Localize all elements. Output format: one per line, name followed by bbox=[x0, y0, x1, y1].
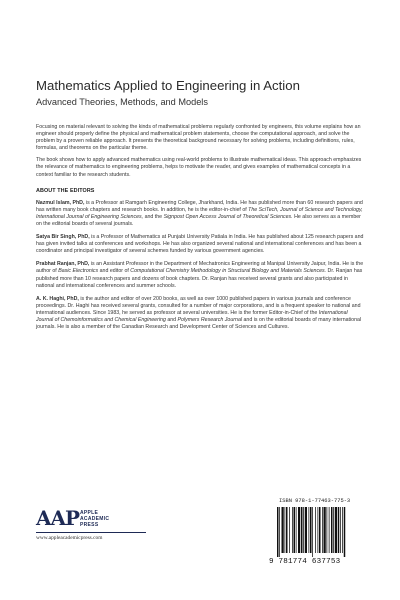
barcode-bar bbox=[333, 507, 334, 553]
bio-text: is a Professor at Ramgarh Engineering College, Jharkhand, India. He has published more than 60 research papers and has written many book chapters and research books. In addition, he is the editor-in-chief of bbox=[36, 199, 363, 213]
barcode-bar bbox=[327, 507, 328, 553]
barcode-bar bbox=[305, 507, 307, 553]
barcode-bar bbox=[303, 507, 304, 553]
barcode-bar bbox=[298, 507, 300, 553]
barcode-bar bbox=[289, 507, 290, 553]
editor-name: A. K. Haghi, PhD, bbox=[36, 295, 79, 302]
book-title: Mathematics Applied to Engineering in Action bbox=[36, 78, 300, 93]
bio-text: and is on the editorial boards of many international journals. He is also a member of the Canadian Research and Development Center of Sciences and Cultures. bbox=[36, 316, 362, 331]
bio-text: He also serves as a member on the editorial boards of several journals. bbox=[36, 213, 361, 227]
publisher-logo bbox=[36, 508, 166, 568]
barcode-bar bbox=[318, 507, 319, 553]
barcode-bar bbox=[309, 507, 310, 553]
cover-text bbox=[36, 78, 366, 331]
bio-italic: International Journal of Chemoinformatics and Chemical Engineering bbox=[36, 309, 348, 323]
barcode-bar bbox=[319, 507, 321, 553]
editor-bio bbox=[36, 200, 366, 228]
barcode-bar bbox=[338, 507, 340, 553]
barcode-bar bbox=[292, 507, 293, 553]
editors-heading: ABOUT THE EDITORS bbox=[36, 187, 95, 194]
isbn-text: ISBN 978-1-77463-775-3 bbox=[279, 498, 351, 504]
bio-text: and bbox=[165, 316, 178, 323]
bio-italic: Basic Electronics bbox=[58, 268, 99, 275]
barcode-bar bbox=[285, 507, 286, 553]
bio-italic: The SciTech, Journal of Science and Technology, International Journal of Engineering Sciences, bbox=[36, 206, 363, 220]
barcode-bar bbox=[340, 507, 341, 553]
bio-text: and the bbox=[143, 213, 164, 220]
bio-italic: Signpost Open Access Journal of Theoretical Sciences. bbox=[163, 213, 293, 220]
barcode-bar bbox=[277, 507, 279, 557]
barcode-bar bbox=[282, 507, 284, 553]
barcode-bars bbox=[277, 507, 369, 557]
barcode-bar bbox=[315, 507, 316, 553]
editor-name: Satya Bir Singh, PhD, bbox=[36, 234, 90, 241]
barcode-bar bbox=[286, 507, 288, 553]
barcode-bar bbox=[342, 507, 343, 553]
editor-name: Prabhat Ranjan, PhD, bbox=[36, 261, 90, 268]
logo-divider bbox=[36, 532, 146, 533]
barcode-bar bbox=[335, 507, 337, 553]
barcode-bar bbox=[322, 507, 323, 553]
publisher-website: www.appleacademicpress.com bbox=[36, 535, 103, 541]
editor-name: Nazmul Islam, PhD, bbox=[36, 199, 85, 206]
barcode-bar bbox=[331, 507, 333, 553]
bio-italic: Computational Chemistry Methodology in Structural Biology and Materials Sciences. bbox=[130, 268, 327, 275]
barcode-bar bbox=[329, 507, 330, 553]
barcode-digits: 9 781774 637753 bbox=[269, 558, 341, 566]
bio-text: is a Professor of Mathematics at Punjabi University Patiala in India. He has published about 125 research papers and has given invited talks at conferences and workshops. He has also organized several national and international conferences and has been a coordinator and principal investigator of several schemes funded by various government agencies. bbox=[36, 234, 364, 255]
barcode-bar bbox=[294, 507, 296, 553]
publisher-name-line: APPLE bbox=[80, 510, 99, 516]
editor-bio bbox=[36, 234, 366, 255]
barcode-bar bbox=[301, 507, 303, 553]
publisher-name bbox=[80, 510, 109, 528]
barcode-bar bbox=[344, 507, 346, 557]
barcode-bar bbox=[310, 507, 312, 553]
bio-text: is an Assistant Professor in the Department of Mechatronics Engineering at Manipal University Jaipur, India. He is the author of bbox=[36, 261, 364, 275]
barcode-bar bbox=[312, 507, 313, 557]
bio-text: Dr. Ranjan has published more than 10 research papers and dozens of book chapters. Dr. Ranjan has received several grants and also participated in national and international conferences and summer schools. bbox=[36, 268, 363, 289]
editor-bio bbox=[36, 261, 366, 289]
publisher-name-line: ACADEMIC bbox=[80, 516, 110, 522]
editor-bio bbox=[36, 296, 366, 331]
barcode-bar bbox=[279, 507, 280, 557]
barcode-bar bbox=[296, 507, 297, 553]
book-subtitle: Advanced Theories, Methods, and Models bbox=[36, 97, 208, 107]
bio-text: and editor of bbox=[98, 268, 131, 275]
bio-text: is the author and editor of over 200 books, as well as over 1000 published papers in various journals and conference proceedings. Dr. Haghi has received several grants, consulted for a number of major corporations, and is a frequent speaker to national and international audiences. Since 1983, he served as professor at several universities. He is the former Editor-in-Chief of the bbox=[36, 295, 361, 316]
publisher-name-line: PRESS bbox=[80, 522, 99, 528]
publisher-logo-mark: AAP bbox=[36, 506, 80, 530]
description-paragraph: Focusing on material relevant to solving the kinds of mathematical problems regularly confronted by engineers, this volume explains how an engineer should properly define the physical and mathematical problem statements, choose the computational approach, and solve the problem by a proven reliable approach. It presents the theoretical background necessary for solving problems, including definitions, rules, formulas, and theorems on the particular theme. bbox=[36, 124, 361, 152]
barcode bbox=[267, 498, 377, 576]
bio-italic: Polymers Research Journal bbox=[177, 316, 243, 323]
barcode-bar bbox=[324, 507, 326, 553]
description-paragraph: The book shows how to apply advanced mathematics using real-world problems to illustrate mathematical ideas. This approach emphasizes the relevance of mathematics to engineering problems, helps to motivate the reader, and gives examples of mathematical concepts in a context familiar to the research students. bbox=[36, 157, 362, 178]
